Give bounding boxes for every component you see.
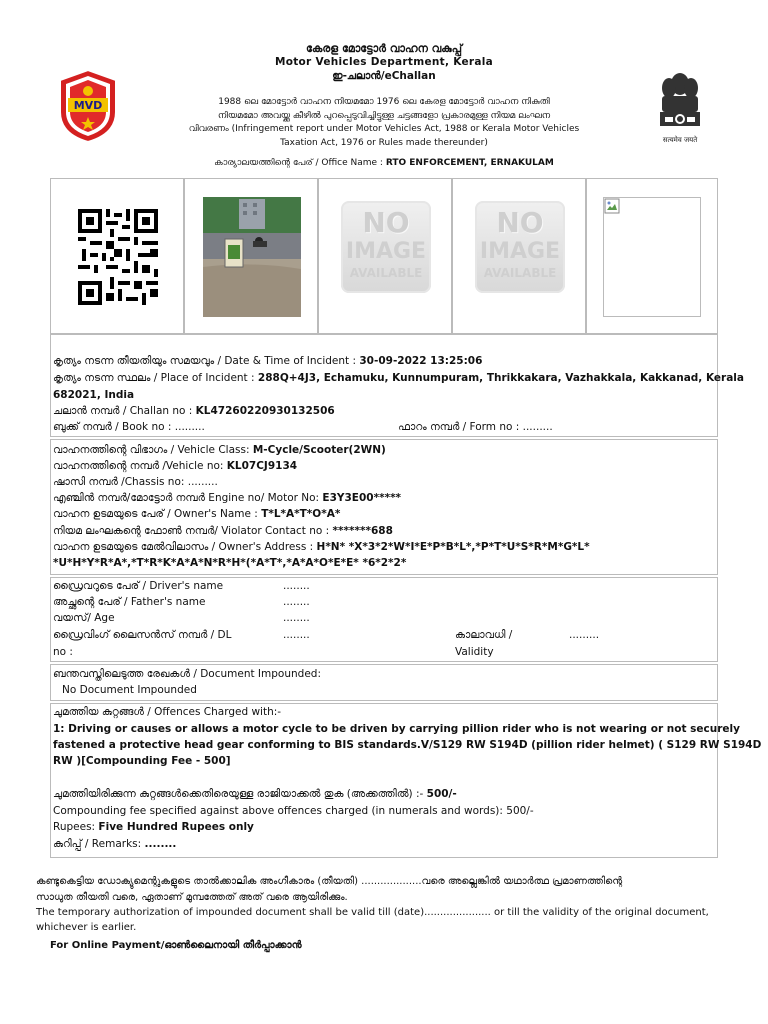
document-impounded-value: No Document Impounded — [62, 684, 197, 696]
form-number: ഫാറം നമ്പർ / Form no : ......... — [398, 421, 553, 433]
owner-address-cont — [53, 557, 406, 569]
office-name — [0, 158, 768, 168]
owner-address — [53, 541, 590, 554]
emblem-motto: सत्यमेव जयते — [662, 136, 698, 144]
description-line: Taxation Act, 1976 or Rules made thereunder) — [280, 137, 488, 148]
vehicle-number — [53, 460, 297, 473]
chassis-number: ഷാസി നമ്പർ /Chassis no: ......... — [53, 476, 218, 488]
owner-address-label: വാഹന ഉടമയുടെ മേൽവിലാസം / Owner's Address : — [53, 541, 317, 553]
rupees-in-words — [53, 821, 254, 833]
remarks-label: കുറിപ്പ് / Remarks: — [53, 838, 145, 850]
offences-label: ചുമത്തിയ കുറ്റങ്ങൾ / Offences Charged with:- — [53, 706, 282, 718]
vehicle-class-label: വാഹനത്തിന്റെ വിഭാഗം / Vehicle Class: — [53, 444, 253, 456]
incident-photo-cell — [184, 178, 318, 334]
vehicle-class — [53, 444, 386, 457]
vehicle-class-value: M-Cycle/Scooter(2WN) — [252, 444, 386, 456]
validity-label-cont: Validity — [455, 646, 494, 658]
department-title-en: Motor Vehicles Department, Kerala — [274, 56, 494, 68]
offence-description-cont — [53, 755, 231, 767]
father-name-value: ........ — [283, 596, 310, 608]
no-image-text: IMAGE — [345, 239, 427, 264]
evidence-image-row — [50, 178, 718, 334]
description-line: വിവരണം (Infringement report under Motor Vehicles Act, 1988 or Kerala Motor Vehicles — [188, 124, 580, 134]
compounding-fee-ml-value: 500/- — [426, 788, 457, 800]
challan-number-value: KL47260220930132506 — [195, 405, 335, 417]
incident-datetime — [53, 355, 482, 368]
no-image-placeholder — [341, 201, 431, 293]
incident-place-label: കൃത്യം നടന്ന സ്ഥലം / Place of Incident : — [53, 372, 258, 384]
broken-image — [603, 197, 701, 317]
dl-number-label: ഡ്രൈവിംഗ് ലൈസൻസ് നമ്പർ / DL — [53, 629, 232, 641]
authorization-note-en-cont: whichever is earlier. — [36, 922, 137, 933]
online-payment-text: For Online Payment/ഓൺലൈനായി തീർപ്പാക്കാൻ — [50, 940, 302, 951]
owner-address-value-cont: *U*H*Y*R*A*,*T*R*K*A*A*N*R*H*(*A*T*,*A*A*O*E*E* *6*2*2* — [53, 557, 407, 569]
dl-number-label-cont: no : — [53, 646, 73, 658]
offence-description-cont — [53, 739, 761, 751]
father-name-label: അച്ഛന്റെ പേര് / Father's name — [53, 596, 206, 608]
challan-header — [0, 0, 768, 178]
no-image-text: NO — [496, 206, 544, 239]
incident-place-value-cont: 682021, India — [53, 389, 135, 401]
office-name-value: RTO ENFORCEMENT, ERNAKULAM — [385, 158, 554, 168]
validity-value: ......... — [569, 629, 600, 641]
incident-place — [53, 372, 744, 385]
violator-contact-value: *******688 — [332, 525, 393, 537]
no-image-text: AVAILABLE — [483, 266, 557, 280]
vehicle-number-value: KL07CJ9134 — [226, 460, 298, 472]
challan-number-label: ചലാൻ നമ്പർ / Challan no : — [53, 405, 196, 417]
engine-number-value: E3Y3E00***** — [322, 492, 402, 504]
offence-description — [53, 723, 740, 735]
compounding-fee-ml — [53, 788, 457, 801]
violator-contact-label: നിയമ ലംഘകന്റെ ഫോൺ നമ്പർ/ Violator Contact no : — [53, 525, 333, 537]
incident-datetime-value: 30-09-2022 13:25:06 — [359, 355, 483, 367]
rupees-label: Rupees: — [53, 821, 99, 833]
national-emblem-icon — [654, 66, 706, 148]
no-image-placeholder — [475, 201, 565, 293]
compounding-fee-en: Compounding fee specified against above offences charged (in numerals and words): 500/- — [53, 805, 534, 817]
image-slot-3 — [318, 178, 452, 334]
authorization-note-ml: കണ്ടുകെട്ടിയ ഡോക്യുമെന്റുകളുടെ താൽക്കാലിക അംഗീകാരം (തീയതി) ...................വരെ അല്ലെങ്കിൽ യഥാർത്ഥ പ്രമാണത്തിന്റെ — [36, 876, 623, 887]
driver-name-label: ഡ്രൈവറുടെ പേര് / Driver's name — [53, 580, 224, 592]
authorization-note-en: The temporary authorization of impounded document shall be valid till (date)..................... or till the validity of the original document, — [36, 907, 709, 918]
book-number: ബുക്ക് നമ്പർ / Book no : ......... — [53, 421, 205, 433]
report-description — [170, 96, 598, 150]
office-name-label: കാര്യാലയത്തിന്റെ പേര് / Office Name : — [214, 158, 386, 168]
engine-number — [53, 492, 401, 505]
qr-code-icon[interactable] — [78, 209, 158, 305]
offence-text: 1: Driving or causes or allows a motor cycle to be driven by carrying pillion rider who is not wearing or not securely — [53, 723, 740, 735]
offence-text: RW )[Compounding Fee - 500] — [53, 755, 231, 767]
description-line: 1988 ലെ മോട്ടോർ വാഹന നിയമമോ 1976 ലെ കേരള മോട്ടോർ വാഹന നികുതി — [218, 97, 550, 107]
incident-place-cont — [53, 389, 134, 401]
no-image-text: IMAGE — [479, 239, 561, 264]
challan-number — [53, 405, 335, 418]
broken-image-icon — [604, 198, 620, 214]
rupees-value: Five Hundred Rupees only — [98, 821, 254, 833]
offence-text: fastened a protective head gear conforming to BIS standards.V/S129 RW S194D (pillion rider helmet) ( S129 RW S194D — [53, 739, 762, 751]
image-slot-5 — [586, 178, 718, 334]
age-value: ........ — [283, 612, 310, 624]
online-payment-heading — [50, 940, 302, 951]
owner-address-value: H*N* *X*3*2*W*I*E*P*B*L*,*P*T*U*S*R*M*G*L* — [316, 541, 590, 553]
no-image-text: AVAILABLE — [349, 266, 423, 280]
owner-name-value: T*L*A*T*O*A* — [261, 508, 341, 520]
no-image-text: NO — [362, 206, 410, 239]
mvd-logo-text: MVD — [73, 99, 103, 112]
vehicle-number-label: വാഹനത്തിന്റെ നമ്പർ /Vehicle no: — [53, 460, 227, 472]
document-impounded-label: ബന്തവസ്തിലെടുത്ത രേഖകൾ / Document Impounded: — [53, 668, 321, 680]
incident-photo[interactable] — [203, 197, 301, 317]
remarks — [53, 838, 176, 851]
age-label: വയസ്/ Age — [53, 612, 115, 624]
owner-name — [53, 508, 340, 521]
dl-number-value: ........ — [283, 629, 310, 641]
incident-place-value: 288Q+4J3, Echamuku, Kunnumpuram, Thrikkakara, Vazhakkala, Kakkanad, Kerala — [257, 372, 744, 384]
authorization-note-ml-cont: സാധുത തീയതി വരെ, ഏതാണ് മുമ്പത്തേത് അത് വരെ ആയിരിക്കും. — [36, 892, 348, 903]
department-title-ml: കേരള മോട്ടോർ വാഹന വകുപ്പ് — [306, 42, 462, 55]
violator-contact — [53, 525, 393, 538]
echallan-title: ഇ-ചലാൻ/eChallan — [332, 70, 436, 82]
validity-label: കാലാവധി / — [455, 629, 513, 641]
driver-name-value: ........ — [283, 580, 310, 592]
engine-number-label: എഞ്ചിൻ നമ്പർ/മോട്ടോർ നമ്പർ Engine no/ Motor No: — [53, 492, 323, 504]
owner-name-label: വാഹന ഉടമയുടെ പേര് / Owner's Name : — [53, 508, 262, 520]
image-slot-4 — [452, 178, 586, 334]
qr-code-cell — [50, 178, 184, 334]
incident-datetime-label: കൃത്യം നടന്ന തീയതിയും സമയവും / Date & Time of Incident : — [53, 355, 360, 367]
remarks-value: ........ — [144, 838, 177, 850]
compounding-fee-ml-label: ചുമത്തിയിരിക്കുന്ന കുറ്റങ്ങൾക്കെതിരെയുള്ള രാജിയാക്കൽ തുക (അക്കത്തിൽ) :- — [53, 788, 427, 800]
description-line: നിയമമോ അവയ്ക്കു കീഴിൽ പുറപ്പെടുവിച്ചിട്ടുള്ള ചട്ടങ്ങളോ പ്രകാരമുള്ള നിയമ ലംഘന — [217, 110, 551, 121]
